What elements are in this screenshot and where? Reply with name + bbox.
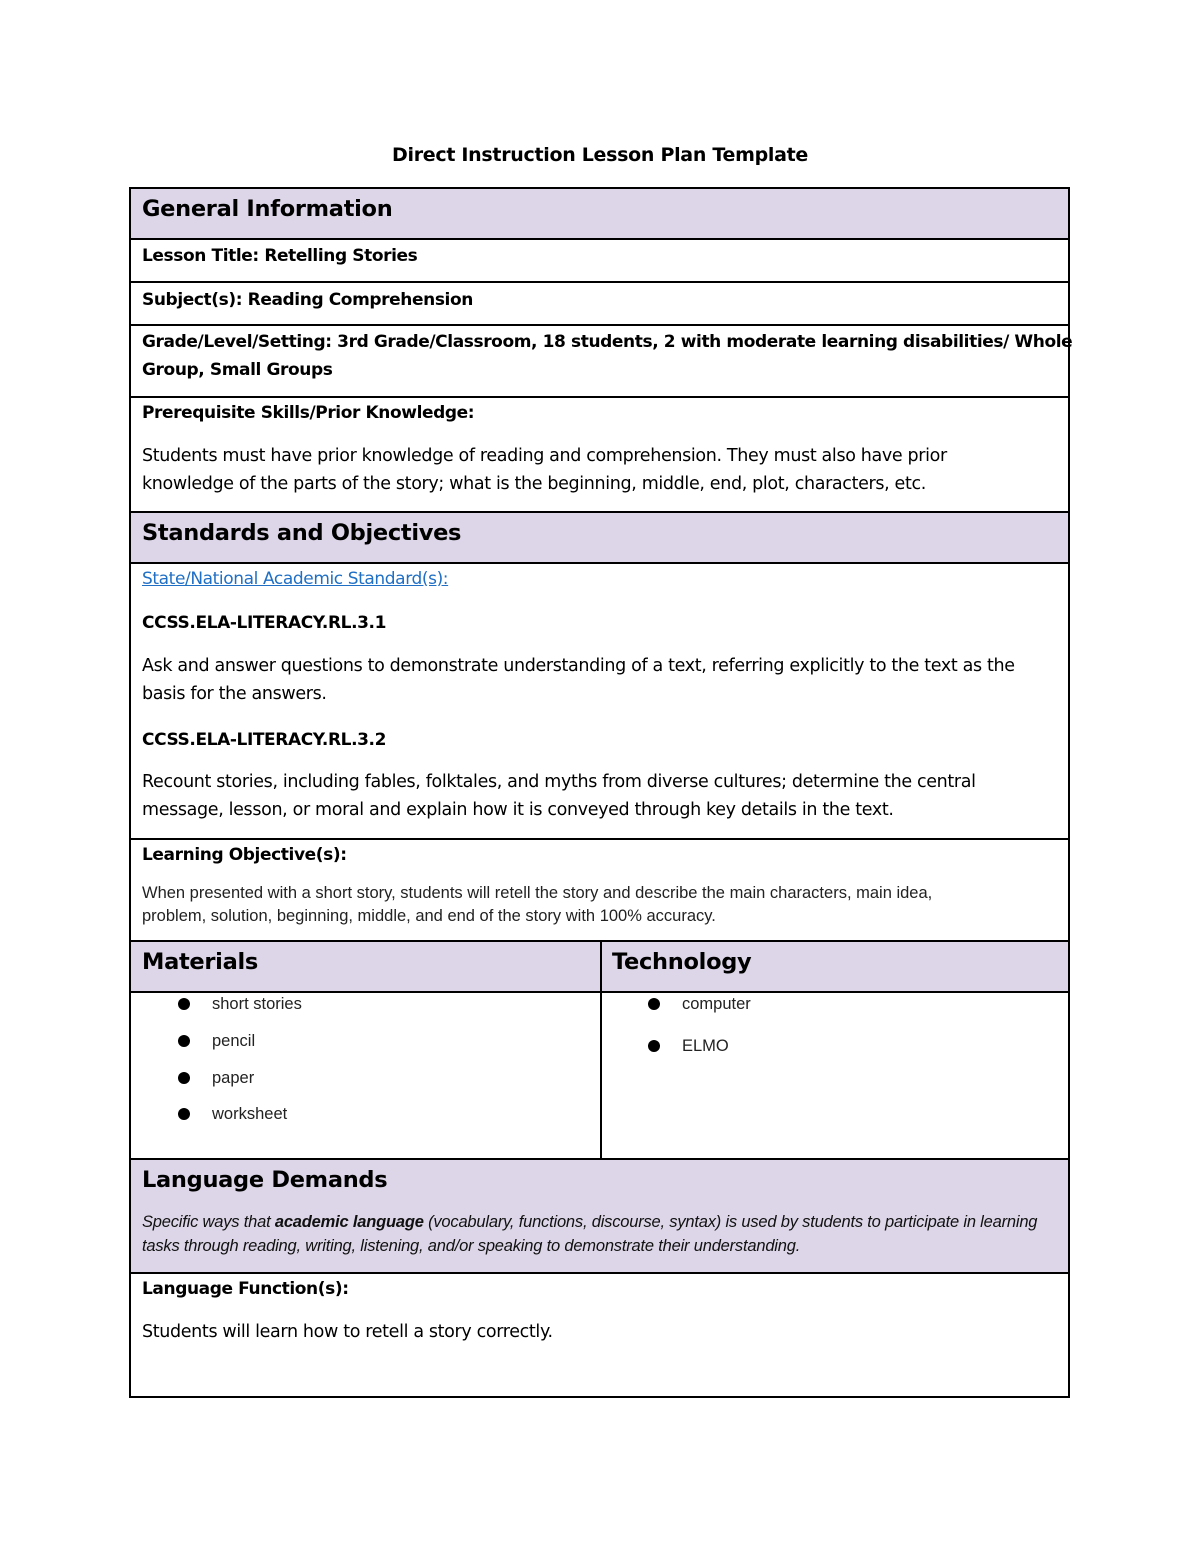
language-demands-header [131, 1160, 1068, 1274]
list-item: computer [648, 993, 751, 1015]
list-item: short stories [178, 993, 302, 1015]
materials-technology-row [131, 993, 1068, 1160]
technology-list [601, 993, 1068, 1158]
lesson-plan-table [129, 187, 1073, 1398]
materials-list [131, 993, 600, 1158]
grade-level-line2: Group, Small Groups [142, 360, 333, 380]
bullet-icon [178, 1035, 190, 1047]
materials-technology-header [131, 942, 1068, 993]
learning-objective-label: Learning Objective(s): [142, 845, 347, 865]
standards-row [131, 564, 1068, 840]
prerequisite-label: Prerequisite Skills/Prior Knowledge: [142, 403, 475, 423]
list-item: pencil [178, 1030, 255, 1052]
column-divider [600, 942, 602, 991]
bullet-icon [648, 998, 660, 1010]
technology-heading: Technology [612, 949, 752, 975]
list-item: paper [178, 1067, 254, 1089]
bullet-icon [178, 1072, 190, 1084]
list-item: worksheet [178, 1103, 287, 1125]
bullet-icon [178, 998, 190, 1010]
standard-2-code: CCSS.ELA-LITERACY.RL.3.2 [142, 730, 387, 750]
general-info-heading: General Information [142, 196, 393, 222]
materials-heading: Materials [142, 949, 258, 975]
standard-2-text: Recount stories, including fables, folktales, and myths from diverse cultures; determine the central message, lesson, or moral and explain how it is conveyed through key details in the text. [142, 772, 976, 820]
language-function-text: Students will learn how to retell a story correctly. [142, 1322, 553, 1342]
bullet-icon [178, 1108, 190, 1120]
learning-objective-text: When presented with a short story, students will retell the story and describe the main characters, main idea, problem, solution, beginning, middle, and end of the story with 100% accuracy. [142, 884, 933, 925]
lesson-title: Lesson Title: Retelling Stories [142, 246, 418, 266]
standards-heading: Standards and Objectives [142, 520, 462, 546]
lesson-title-row [131, 240, 1068, 283]
standard-1-text: Ask and answer questions to demonstrate understanding of a text, referring explicitly to the text as the basis for the answers. [142, 656, 1015, 704]
general-info-header [131, 189, 1068, 240]
prerequisite-row [131, 398, 1068, 513]
language-function-label: Language Function(s): [142, 1279, 349, 1299]
subjects-row [131, 283, 1068, 326]
prerequisite-text: Students must have prior knowledge of reading and comprehension. They must also have prior knowledge of the parts of the story; what is the beginning, middle, end, plot, characters, etc. [142, 446, 947, 494]
language-function-row [131, 1274, 1068, 1396]
standard-1-code: CCSS.ELA-LITERACY.RL.3.1 [142, 613, 387, 633]
bullet-icon [648, 1040, 660, 1052]
academic-standards-link[interactable]: State/National Academic Standard(s): [142, 569, 449, 589]
document-title: Direct Instruction Lesson Plan Template [392, 144, 808, 166]
standards-header [131, 513, 1068, 564]
learning-objective-row [131, 840, 1068, 942]
language-demands-heading: Language Demands [142, 1167, 388, 1193]
language-demands-description: Specific ways that academic language (vocabulary, functions, discourse, syntax) is used by students to participate in learning tasks through reading, writing, listening, and/or speaking to demonstrate their understanding. [142, 1213, 1038, 1255]
subjects: Subject(s): Reading Comprehension [142, 290, 473, 310]
list-item: ELMO [648, 1035, 729, 1057]
grade-level-line1: Grade/Level/Setting: 3rd Grade/Classroom, 18 students, 2 with moderate learning disabilities/ Whole [142, 332, 1073, 352]
grade-level-row [131, 326, 1073, 398]
